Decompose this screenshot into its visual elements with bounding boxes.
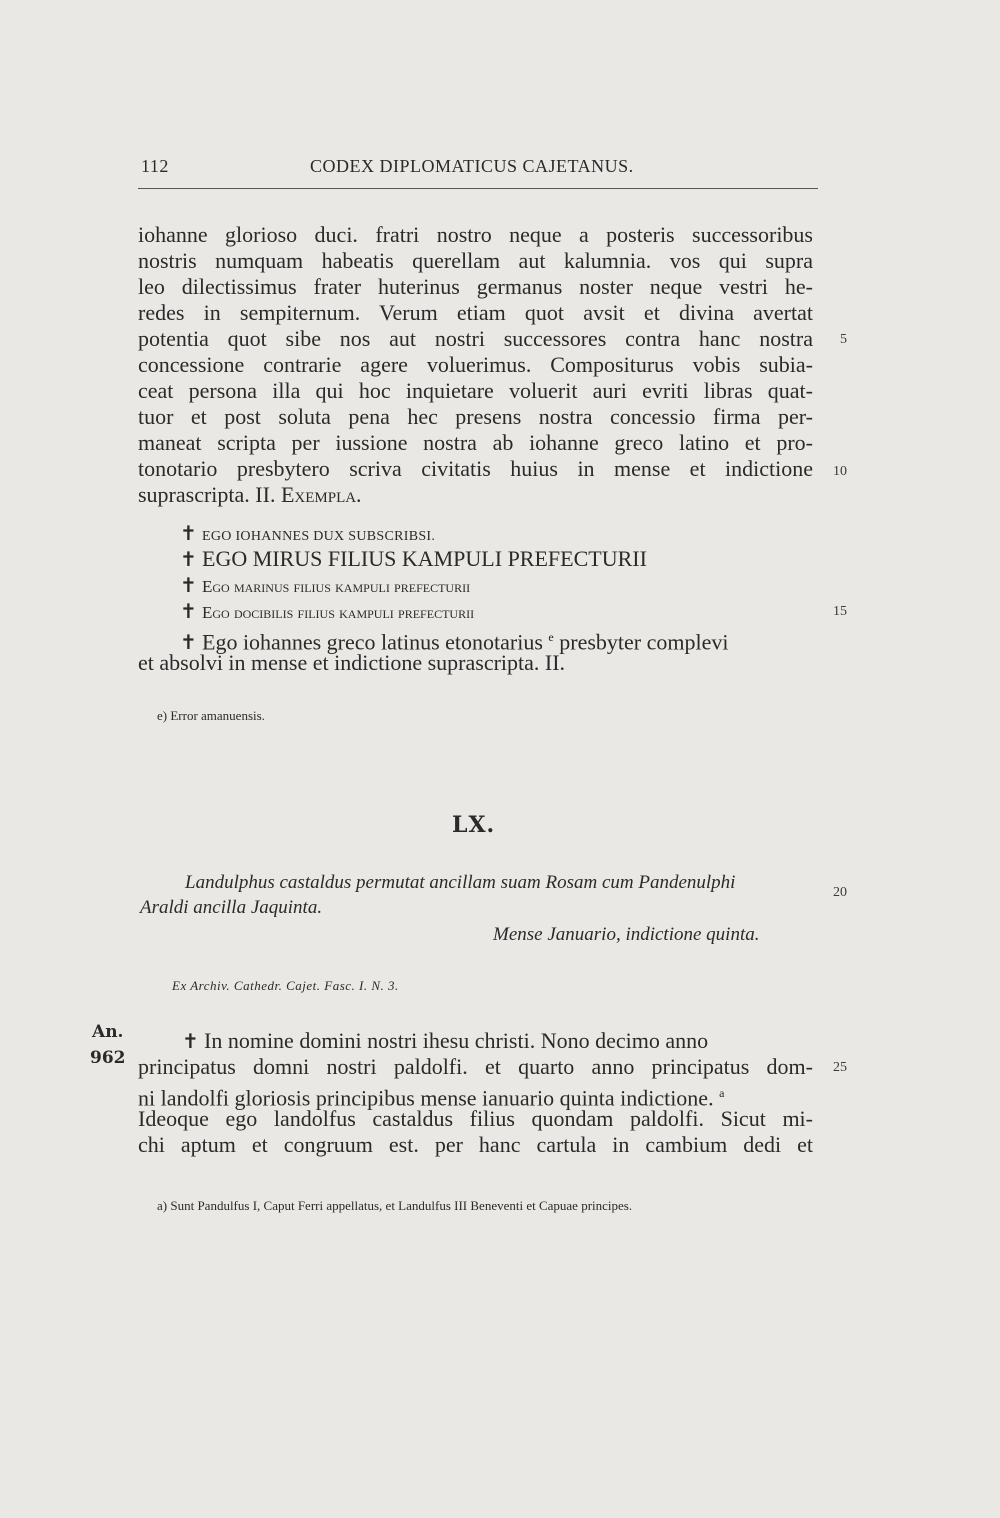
charter-text: In nomine domini nostri ihesu christi. Nono decimo anno (204, 1028, 709, 1053)
text-line-last-text: suprascripta. II. (138, 482, 276, 507)
page-number: 112 (141, 156, 169, 176)
signature-line (180, 598, 855, 626)
text-line: potentia quot sibe nos aut nostri successores contra hanc nostra (138, 326, 813, 351)
signature-line: et absolvi in mense et indictione suprascripta. II. (138, 650, 566, 675)
source-reference: Ex Archiv. Cathedr. Cajet. Fasc. I. N. 3. (172, 978, 399, 993)
summary-line: Landulphus castaldus permutat ancillam suam Rosam cum Pandenulphi (185, 872, 736, 893)
cross-icon: ✝ (180, 601, 197, 623)
charter-line: chi aptum et congruum est. per hanc cartula in cambium dedi et (138, 1132, 813, 1157)
cross-icon: ✝ (180, 549, 197, 571)
summary-line: Araldi ancilla Jaquinta. (140, 897, 323, 918)
footnote: e) Error amanuensis. (157, 708, 265, 723)
year-label: An. (92, 1022, 124, 1042)
header-rule (138, 188, 818, 189)
cross-icon: ✝ (180, 632, 197, 655)
cross-icon: ✝ (180, 523, 197, 545)
signature-text: EGO MIRUS FILIUS KAMPULI PREFECTURII (202, 546, 647, 571)
charter-line: principatus domni nostri paldolfi. et quarto anno principatus dom- (138, 1054, 813, 1079)
footnote-marker: a (719, 1086, 725, 1100)
signature-text: presbyter complevi (559, 629, 729, 655)
text-line: nostris numquam habeatis querellam aut kalumnia. vos qui supra (138, 248, 813, 273)
signature-line (180, 546, 855, 573)
text-line: maneat scripta per iussione nostra ab iohanne greco latino et pro- (138, 430, 813, 455)
line-number: 20 (833, 885, 847, 900)
signature-text: Ego iohannes greco latinus etonotarius (202, 629, 543, 655)
cross-icon: ✝ (182, 1031, 199, 1053)
summary-date: Mense Januario, indictione quinta. (493, 924, 760, 945)
line-number: 5 (840, 332, 847, 347)
year-value: 962 (90, 1048, 126, 1068)
line-number: 15 (833, 604, 847, 619)
charter-line: Ideoque ego landolfus castaldus filius quondam paldolfi. Sicut mi- (138, 1106, 813, 1131)
line-number: 25 (833, 1060, 847, 1075)
signature-line (180, 572, 855, 600)
document-number: LX. (452, 812, 496, 838)
text-line: concessione contrarie agere voluerimus. Compositurus vobis subia- (138, 352, 813, 377)
charter-line (182, 1028, 813, 1055)
exempla-label: Exempla. (280, 482, 362, 507)
line-number: 10 (833, 464, 847, 479)
text-line: ceat persona illa qui hoc inquietare voluerit auri evriti libras quat- (138, 378, 813, 403)
text-line: leo dilectissimus frater huterinus germanus noster neque vestri he- (138, 274, 813, 299)
footnote-marker: e (548, 630, 554, 644)
text-line: tonotario presbytero scriva civitatis huius in mense et indictione (138, 456, 813, 481)
footnote: a) Sunt Pandulfus I, Caput Ferri appellatus, et Landulfus III Beneventi et Capuae principes. (157, 1198, 633, 1213)
cross-icon: ✝ (180, 575, 197, 597)
signature-text: Ego marinus filius kampuli prefecturii (202, 577, 471, 596)
running-title: CODEX DIPLOMATICUS CAJETANUS. (310, 156, 634, 176)
text-line: iohanne glorioso duci. fratri nostro neque a posteris successoribus (138, 222, 813, 247)
signature-text: Ego docibilis filius kampuli prefecturii (202, 603, 475, 622)
signature-text: EGO IOHANNES DUX SUBSCRIBSI. (202, 529, 436, 544)
charter-text: ni landolfi gloriosis principibus mense ianuario quinta indictione. (138, 1085, 714, 1111)
text-line: tuor et post soluta pena hec presens nostra concessio firma per- (138, 404, 813, 429)
text-line-last (138, 482, 813, 508)
text-line: redes in sempiternum. Verum etiam quot avsit et divina avertat (138, 300, 813, 325)
